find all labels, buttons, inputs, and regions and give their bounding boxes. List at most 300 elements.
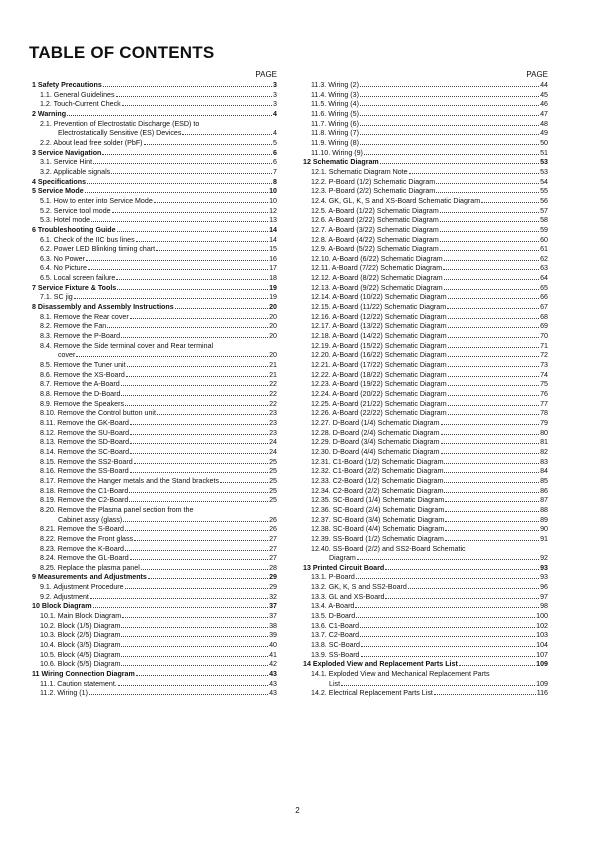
toc-entry-label: 12.37. SC-Board (3/4) Schematic Diagram: [311, 515, 445, 524]
toc-subsection-entry[interactable]: [303, 419, 548, 429]
toc-section-entry[interactable]: [32, 187, 277, 197]
toc-entry-page: 75: [540, 380, 548, 389]
toc-subsection-entry[interactable]: [303, 380, 548, 390]
toc-subsection-entry[interactable]: [32, 390, 277, 400]
toc-entry-page: 89: [540, 515, 548, 524]
toc-entry-label: 8 Disassembly and Assembly Instructions: [32, 303, 174, 312]
dot-leader: [130, 424, 268, 425]
toc-subsection-entry[interactable]: [303, 149, 548, 159]
toc-subsection-entry[interactable]: [303, 525, 548, 535]
toc-entry-page: 17: [269, 264, 277, 273]
toc-subsection-entry[interactable]: [32, 100, 277, 110]
toc-entry-label: 13.1. P-Board: [311, 573, 355, 582]
toc-subsection-entry[interactable]: [303, 197, 548, 207]
toc-entry-page: 116: [536, 689, 548, 698]
toc-subsection-entry[interactable]: [32, 168, 277, 178]
dot-leader: [448, 347, 539, 348]
toc-entry-label: 6.3. No Power: [40, 254, 85, 263]
toc-subsection-entry[interactable]: [32, 129, 277, 139]
toc-subsection-entry[interactable]: [303, 284, 548, 294]
toc-subsection-entry[interactable]: [303, 516, 548, 526]
toc-section-entry[interactable]: [32, 226, 277, 236]
toc-entry-label: 8.12. Remove the SU-Board: [40, 428, 130, 437]
dot-leader: [360, 134, 539, 135]
toc-entry-page: 21: [269, 370, 277, 379]
toc-subsection-entry[interactable]: [32, 216, 277, 226]
toc-entry-label: 12.38. SC-Board (4/4) Schematic Diagram: [311, 525, 445, 534]
toc-entry-page: 51: [540, 148, 548, 157]
toc-entry-label: 13.9. SS-Board: [311, 650, 360, 659]
toc-entry-label: 9.2. Adjustment: [40, 592, 89, 601]
toc-subsection-entry[interactable]: [303, 409, 548, 419]
dot-leader: [445, 511, 539, 512]
toc-subsection-entry[interactable]: [303, 178, 548, 188]
toc-subsection-entry[interactable]: [32, 120, 277, 130]
toc-subsection-entry[interactable]: [303, 535, 548, 545]
toc-subsection-entry[interactable]: [32, 467, 277, 477]
dot-leader: [441, 434, 540, 435]
toc-subsection-entry[interactable]: [303, 274, 548, 284]
toc-subsection-entry[interactable]: [303, 651, 548, 661]
toc-entry-label: 7.1. SC jig: [40, 293, 73, 302]
toc-entry-label: 13.2. GK, K, S and SS2-Board: [311, 583, 407, 592]
toc-entry-label: 8.11. Remove the GK-Board: [40, 418, 129, 427]
toc-entry-page: 25: [269, 496, 277, 505]
toc-section-entry[interactable]: [32, 178, 277, 188]
toc-subsection-entry[interactable]: [32, 197, 277, 207]
toc-subsection-entry[interactable]: [303, 322, 548, 332]
page-number: 2: [295, 806, 300, 815]
toc-entry-page: 12: [269, 206, 277, 215]
toc-entry-label: 12.32. C1-Board (2/2) Schematic Diagram: [311, 467, 444, 476]
toc-subsection-entry[interactable]: [32, 236, 277, 246]
toc-subsection-entry[interactable]: [32, 91, 277, 101]
toc-subsection-entry[interactable]: [32, 622, 277, 632]
dot-leader: [154, 202, 268, 203]
toc-entry-label: 5 Service Mode: [32, 187, 84, 196]
toc-entry-page: 14: [269, 235, 277, 244]
toc-entry-label: 8.22. Remove the Front glass: [40, 534, 134, 543]
dot-leader: [102, 154, 272, 155]
toc-entry-page: 32: [269, 592, 277, 601]
toc-entry-label: 8.4. Remove the Side terminal cover and Rear terminal: [40, 341, 214, 350]
toc-entry-page: 53: [540, 158, 548, 167]
dot-leader: [121, 337, 268, 338]
dot-leader: [136, 241, 268, 242]
dot-leader: [88, 269, 268, 270]
toc-subsection-entry[interactable]: [303, 81, 548, 91]
toc-section-entry[interactable]: [303, 158, 548, 168]
toc-subsection-entry[interactable]: [32, 535, 277, 545]
dot-leader: [103, 86, 272, 87]
toc-subsection-entry[interactable]: [303, 100, 548, 110]
dot-leader: [130, 434, 268, 435]
dot-leader: [118, 685, 268, 686]
dot-leader: [87, 183, 272, 184]
toc-entry-label: 8.19. Remove the C2-Board: [40, 496, 129, 505]
dot-leader: [448, 356, 539, 357]
toc-subsection-entry[interactable]: [32, 207, 277, 217]
toc-subsection-entry[interactable]: [303, 612, 548, 622]
toc-subsection-entry[interactable]: [32, 380, 277, 390]
toc-subsection-entry[interactable]: [303, 545, 548, 555]
toc-entry-page: 90: [540, 525, 548, 534]
toc-entry-page: 65: [540, 283, 548, 292]
toc-entry-label: 12.11. A-Board (7/22) Schematic Diagram: [311, 264, 443, 273]
toc-subsection-entry[interactable]: [303, 458, 548, 468]
toc-entry-page: 74: [540, 370, 548, 379]
toc-entry-label: 12.7. A-Board (3/22) Schematic Diagram: [311, 225, 439, 234]
dot-leader: [134, 540, 268, 541]
toc-entry-page: 62: [540, 254, 548, 263]
toc-section-entry[interactable]: [303, 660, 548, 670]
toc-entry-label: 8.1. Remove the Rear cover: [40, 312, 129, 321]
toc-entry-label: 5.1. How to enter into Service Mode: [40, 196, 153, 205]
toc-entry-label: 13.3. GL and XS-Board: [311, 592, 385, 601]
dot-leader: [112, 212, 269, 213]
dot-leader: [341, 685, 535, 686]
toc-entry-page: 3: [273, 100, 277, 109]
toc-subsection-entry[interactable]: [303, 216, 548, 226]
toc-subsection-entry[interactable]: [303, 438, 548, 448]
toc-entry-page: 22: [269, 390, 277, 398]
toc-subsection-entry[interactable]: [32, 332, 277, 342]
toc-entry-page: 71: [540, 341, 548, 350]
toc-entry-label: 11.3. Wiring (2): [311, 81, 359, 89]
toc-subsection-entry[interactable]: [303, 264, 548, 274]
toc-entry-page: 37: [269, 602, 277, 611]
toc-entry-page: 61: [540, 245, 548, 254]
toc-subsection-entry[interactable]: [32, 680, 277, 690]
toc-entry-page: 79: [540, 418, 548, 427]
toc-entry-page: 102: [536, 621, 548, 630]
toc-subsection-entry[interactable]: [32, 438, 277, 448]
toc-subsection-entry[interactable]: [303, 207, 548, 217]
dot-leader: [360, 105, 539, 106]
toc-subsection-entry[interactable]: [303, 187, 548, 197]
toc-entry-page: 68: [540, 312, 548, 321]
toc-subsection-entry[interactable]: [32, 351, 277, 361]
toc-subsection-entry[interactable]: [303, 573, 548, 583]
toc-subsection-entry[interactable]: [303, 631, 548, 641]
toc-subsection-entry[interactable]: [32, 564, 277, 574]
dot-leader: [440, 221, 539, 222]
toc-subsection-entry[interactable]: [303, 293, 548, 303]
toc-entry-page: 107: [536, 650, 548, 659]
toc-subsection-entry[interactable]: [303, 342, 548, 352]
toc-subsection-entry[interactable]: [303, 351, 548, 361]
dot-leader: [448, 366, 539, 367]
toc-entry-page: 64: [540, 274, 548, 283]
toc-entry-label: 12.29. D-Board (3/4) Schematic Diagram: [311, 438, 440, 447]
dot-leader: [182, 134, 272, 135]
dot-leader: [130, 472, 268, 473]
toc-subsection-entry[interactable]: [303, 670, 548, 680]
toc-subsection-entry[interactable]: [32, 660, 277, 670]
toc-entry-label: cover: [58, 351, 76, 360]
toc-entry-page: 37: [269, 612, 277, 621]
toc-subsection-entry[interactable]: [303, 689, 548, 699]
toc-entry-page: 96: [540, 583, 548, 592]
toc-entry-page: 23: [269, 409, 277, 418]
toc-subsection-entry[interactable]: [32, 419, 277, 429]
toc-subsection-entry[interactable]: [32, 612, 277, 622]
toc-section-entry[interactable]: [303, 564, 548, 574]
dot-leader: [447, 308, 539, 309]
toc-subsection-entry[interactable]: [32, 525, 277, 535]
toc-entry-label: 12.26. A-Board (22/22) Schematic Diagram: [311, 409, 447, 418]
dot-leader: [121, 636, 268, 637]
toc-entry-page: 39: [269, 631, 277, 640]
toc-entry-label: 12.40. SS-Board (2/2) and SS2-Board Schematic: [311, 544, 466, 553]
toc-section-entry[interactable]: [32, 303, 277, 313]
toc-subsection-entry[interactable]: [32, 554, 277, 564]
toc-column-left: [32, 68, 277, 699]
toc-subsection-entry[interactable]: [32, 361, 277, 371]
toc-subsection-entry[interactable]: [303, 91, 548, 101]
toc-entry-label: 10.5. Block (4/5) Diagram: [40, 650, 121, 659]
toc-subsection-entry[interactable]: [32, 313, 277, 323]
toc-subsection-entry[interactable]: [32, 545, 277, 555]
toc-entry-page: 24: [269, 438, 277, 447]
toc-entry-page: 70: [540, 332, 548, 341]
toc-entry-label: 8.10. Remove the Control button unit: [40, 409, 156, 418]
toc-entry-page: 76: [540, 390, 548, 398]
toc-subsection-entry[interactable]: [32, 274, 277, 284]
toc-subsection-entry[interactable]: [32, 139, 277, 149]
toc-entry-page: 83: [540, 457, 548, 466]
dot-leader: [444, 260, 539, 261]
toc-subsection-entry[interactable]: [32, 477, 277, 487]
toc-entry-label: 12.9. A-Board (5/22) Schematic Diagram: [311, 245, 439, 254]
toc-subsection-entry[interactable]: [32, 342, 277, 352]
toc-subsection-entry[interactable]: [303, 255, 548, 265]
toc-subsection-entry[interactable]: [303, 303, 548, 313]
toc-entry-label: 11.9. Wiring (8): [311, 138, 359, 147]
toc-subsection-entry[interactable]: [303, 467, 548, 477]
dot-leader: [356, 578, 539, 579]
dot-leader: [141, 569, 268, 570]
page-column-header: PAGE: [255, 70, 277, 79]
toc-subsection-entry[interactable]: [303, 139, 548, 149]
dot-leader: [380, 163, 539, 164]
toc-entry-page: 59: [540, 225, 548, 234]
toc-section-entry[interactable]: [32, 284, 277, 294]
dot-leader: [74, 298, 268, 299]
toc-subsection-entry[interactable]: [303, 168, 548, 178]
toc-entry-page: 40: [269, 641, 277, 650]
toc-entry-page: 27: [269, 544, 277, 553]
toc-subsection-entry[interactable]: [303, 583, 548, 593]
dot-leader: [85, 192, 268, 193]
dot-leader: [360, 636, 535, 637]
dot-leader: [126, 376, 268, 377]
toc-entry-page: 92: [540, 554, 548, 563]
toc-entry-page: 20: [269, 312, 277, 321]
toc-entry-label: 2.1. Prevention of Electrostatic Discharge (ESD) to: [40, 119, 200, 128]
toc-entry-page: 20: [269, 303, 277, 312]
toc-entry-page: 47: [540, 109, 548, 118]
toc-entry-label: 8.13. Remove the SD-Board: [40, 438, 130, 447]
toc-subsection-entry[interactable]: [303, 313, 548, 323]
toc-entry-page: 16: [269, 254, 277, 263]
toc-entry-label: 8.25. Replace the plasma panel: [40, 563, 140, 572]
toc-entry-page: 44: [540, 81, 548, 89]
toc-subsection-entry[interactable]: [32, 158, 277, 168]
toc-entry-page: 20: [269, 322, 277, 331]
toc-subsection-entry[interactable]: [303, 429, 548, 439]
toc-entry-page: 57: [540, 206, 548, 215]
toc-subsection-entry[interactable]: [303, 129, 548, 139]
toc-subsection-entry[interactable]: [32, 651, 277, 661]
toc-entry-page: 25: [269, 476, 277, 485]
dot-leader: [360, 86, 539, 87]
toc-entry-page: 73: [540, 361, 548, 370]
toc-entry-page: 103: [536, 631, 548, 640]
toc-section-entry[interactable]: [32, 573, 277, 583]
toc-subsection-entry[interactable]: [32, 255, 277, 265]
toc-entry-label: 6.5. Local screen failure: [40, 274, 116, 283]
toc-subsection-entry[interactable]: [32, 487, 277, 497]
toc-subsection-entry[interactable]: [32, 593, 277, 603]
toc-entry-page: 23: [269, 428, 277, 437]
dot-leader: [445, 530, 539, 531]
toc-entry-label: 12.10. A-Board (6/22) Schematic Diagram: [311, 254, 443, 263]
toc-subsection-entry[interactable]: [303, 680, 548, 690]
dot-leader: [360, 115, 539, 116]
toc-subsection-entry[interactable]: [303, 400, 548, 410]
toc-entry-label: 12.5. A-Board (1/22) Schematic Diagram: [311, 206, 439, 215]
toc-entry-label: 11.8. Wiring (7): [311, 129, 359, 138]
toc-entry-label: 11.1. Caution statement.: [40, 679, 117, 688]
dot-leader: [122, 617, 268, 618]
dot-leader: [360, 144, 539, 145]
toc-entry-label: 8.24. Remove the GL-Board: [40, 554, 129, 563]
toc-entry-label: 8.6. Remove the XS-Board: [40, 370, 125, 379]
dot-leader: [434, 694, 536, 695]
toc-subsection-entry[interactable]: [303, 120, 548, 130]
toc-subsection-entry[interactable]: [32, 458, 277, 468]
toc-subsection-entry[interactable]: [303, 593, 548, 603]
toc-subsection-entry[interactable]: [303, 641, 548, 651]
toc-entry-label: 10.6. Block (5/5) Diagram: [40, 660, 121, 669]
toc-subsection-entry[interactable]: [32, 448, 277, 458]
toc-entry-page: 4: [273, 109, 277, 118]
toc-subsection-entry[interactable]: [303, 390, 548, 400]
toc-subsection-entry[interactable]: [303, 506, 548, 516]
toc-entry-label: 8.7. Remove the A-Board: [40, 380, 120, 389]
toc-subsection-entry[interactable]: [32, 371, 277, 381]
toc-entry-page: 25: [269, 467, 277, 476]
toc-subsection-entry[interactable]: [303, 496, 548, 506]
toc-entry-page: 18: [269, 274, 277, 283]
toc-subsection-entry[interactable]: [303, 448, 548, 458]
toc-section-entry[interactable]: [32, 602, 277, 612]
toc-subsection-entry[interactable]: [32, 245, 277, 255]
toc-subsection-entry[interactable]: [32, 429, 277, 439]
toc-subsection-entry[interactable]: [303, 554, 548, 564]
toc-subsection-entry[interactable]: [32, 689, 277, 699]
dot-leader: [125, 530, 268, 531]
toc-subsection-entry[interactable]: [32, 641, 277, 651]
dot-leader: [448, 395, 539, 396]
toc-entry-label: 8.16. Remove the SS-Board: [40, 467, 129, 476]
toc-entry-label: 1.1. General Guidelines: [40, 90, 115, 99]
dot-leader: [121, 646, 268, 647]
toc-entry-label: 8.2. Remove the Fan: [40, 322, 107, 331]
toc-entry-label: 13 Printed Circuit Board: [303, 563, 385, 572]
toc-subsection-entry[interactable]: [303, 110, 548, 120]
toc-section-entry[interactable]: [32, 149, 277, 159]
toc-entry-label: 3 Service Navigation: [32, 148, 102, 157]
dot-leader: [361, 646, 535, 647]
dot-leader: [144, 144, 273, 145]
toc-entry-page: 98: [540, 602, 548, 611]
toc-subsection-entry[interactable]: [32, 516, 277, 526]
toc-subsection-entry[interactable]: [303, 226, 548, 236]
toc-subsection-entry[interactable]: [32, 631, 277, 641]
dot-leader: [175, 308, 268, 309]
dot-leader: [90, 598, 268, 599]
dot-leader: [117, 231, 269, 232]
toc-entry-page: 82: [540, 447, 548, 456]
toc-entry-label: 14.2. Electrical Replacement Parts List: [311, 689, 433, 698]
toc-subsection-entry[interactable]: [32, 400, 277, 410]
toc-section-entry[interactable]: [32, 670, 277, 680]
toc-subsection-entry[interactable]: [32, 409, 277, 419]
toc-subsection-entry[interactable]: [32, 322, 277, 332]
toc-subsection-entry[interactable]: [303, 371, 548, 381]
toc-subsection-entry[interactable]: [303, 236, 548, 246]
toc-subsection-entry[interactable]: [32, 506, 277, 516]
toc-entry-label: 10 Block Diagram: [32, 602, 92, 611]
toc-entry-label: 12.27. D-Board (1/4) Schematic Diagram: [311, 418, 440, 427]
toc-entry-label: 9.1. Adjustment Procedure: [40, 583, 124, 592]
toc-entry-label: 2.2. About lead free solder (PbF): [40, 138, 143, 147]
toc-subsection-entry[interactable]: [32, 496, 277, 506]
toc-entry-label: 10.4. Block (3/5) Diagram: [40, 641, 121, 650]
dot-leader: [440, 212, 539, 213]
toc-section-entry[interactable]: [32, 81, 277, 91]
toc-entry-page: 46: [540, 100, 548, 109]
toc-entry-page: 69: [540, 322, 548, 331]
toc-subsection-entry[interactable]: [32, 583, 277, 593]
toc-subsection-entry[interactable]: [303, 332, 548, 342]
toc-entry-page: 48: [540, 119, 548, 128]
toc-subsection-entry[interactable]: [303, 622, 548, 632]
dot-leader: [117, 289, 268, 290]
toc-entry-label: 1.2. Touch-Current Check: [40, 100, 121, 109]
toc-section-entry[interactable]: [32, 110, 277, 120]
toc-entry-label: 8.3. Remove the P-Board: [40, 332, 121, 341]
dot-leader: [125, 550, 268, 551]
toc-subsection-entry[interactable]: [32, 293, 277, 303]
toc-subsection-entry[interactable]: [303, 602, 548, 612]
page-column-header: PAGE: [526, 70, 548, 79]
toc-entry-page: 23: [269, 418, 277, 427]
toc-entry-label: 12.33. C2-Board (1/2) Schematic Diagram: [311, 476, 444, 485]
dot-leader: [444, 482, 539, 483]
toc-subsection-entry[interactable]: [32, 264, 277, 274]
toc-entry-label: Cabinet assy (glass): [58, 515, 123, 524]
toc-subsection-entry[interactable]: [303, 477, 548, 487]
toc-subsection-entry[interactable]: [303, 487, 548, 497]
toc-subsection-entry[interactable]: [303, 361, 548, 371]
toc-entry-label: 12.21. A-Board (17/22) Schematic Diagram: [311, 361, 447, 370]
toc-subsection-entry[interactable]: [303, 245, 548, 255]
toc-entry-page: 87: [540, 496, 548, 505]
toc-entry-label: 12.30. D-Board (4/4) Schematic Diagram: [311, 447, 440, 456]
